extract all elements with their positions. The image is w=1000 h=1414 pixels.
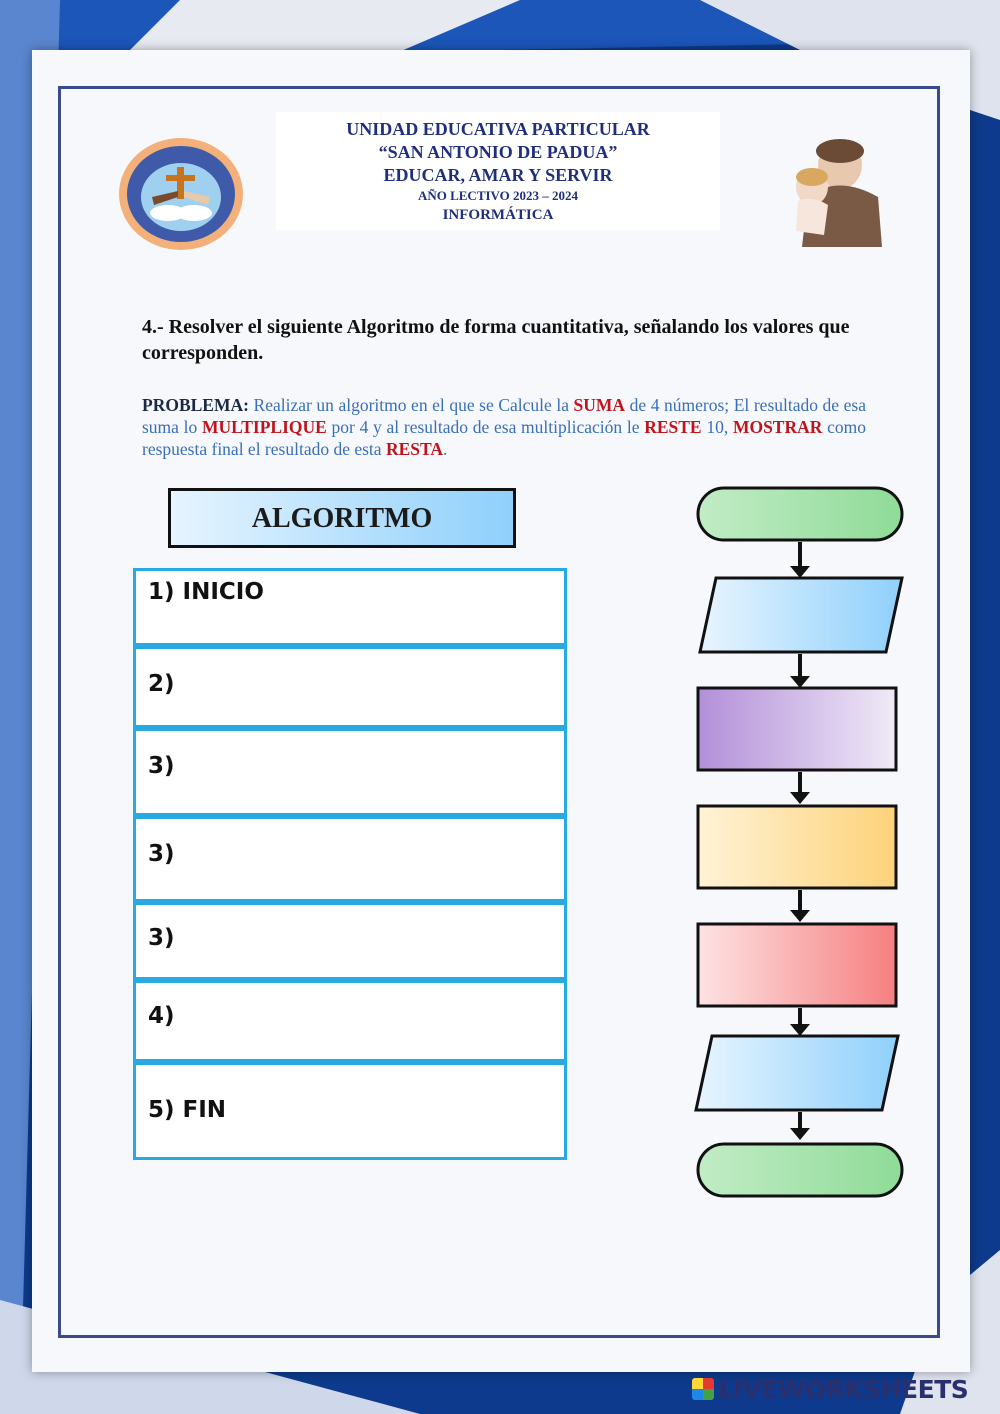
flow-arrow-head — [790, 1024, 810, 1036]
keyword-multiplique: MULTIPLIQUE — [202, 417, 327, 437]
flow-end-terminal — [698, 1144, 902, 1196]
school-name: “SAN ANTONIO DE PADUA” — [378, 142, 618, 162]
flow-arrow-head — [790, 566, 810, 578]
step-label: 3) — [148, 753, 175, 779]
problem-text: Realizar un algoritmo en el que se Calcule la — [248, 395, 574, 415]
flow-process-subtract — [698, 924, 896, 1006]
algorithm-step-3[interactable] — [133, 728, 567, 816]
saint-anthony-image — [778, 135, 888, 247]
problem-text: de 4 números; El resultado de esa suma lo — [142, 395, 866, 437]
algorithm-step-1[interactable] — [133, 568, 567, 646]
algorithm-step-7[interactable] — [133, 1062, 567, 1160]
school-seal-logo — [116, 135, 246, 253]
step-label: 1) INICIO — [148, 579, 264, 605]
flow-process-multiply — [698, 806, 896, 888]
keyword-reste: RESTE — [644, 417, 702, 437]
school-type: UNIDAD EDUCATIVA PARTICULAR — [346, 119, 650, 139]
problem-statement — [142, 394, 866, 460]
school-year: AÑO LECTIVO 2023 – 2024 — [417, 188, 579, 203]
algorithm-title: ALGORITMO — [168, 488, 516, 548]
flow-input-data — [700, 578, 902, 652]
subject-name: INFORMÁTICA — [442, 207, 554, 223]
problem-text: por 4 y al resultado de esa multiplicación le — [326, 417, 645, 437]
problem-label: PROBLEMA: — [142, 395, 249, 415]
algorithm-step-6[interactable] — [133, 980, 567, 1062]
keyword-suma: SUMA — [573, 395, 626, 415]
flow-start-terminal — [698, 488, 902, 540]
flow-arrow-head — [790, 792, 810, 804]
problem-text: 10, — [701, 417, 733, 437]
liveworksheets-logo-icon — [692, 1378, 714, 1400]
school-motto: EDUCAR, AMAR Y SERVIR — [383, 165, 613, 185]
step-label: 3) — [148, 841, 175, 867]
flow-process-sum — [698, 688, 896, 770]
question-text: 4.- Resolver el siguiente Algoritmo de forma cuantitativa, señalando los valores que corresponden. — [142, 316, 850, 364]
flow-arrow-head — [790, 676, 810, 688]
flow-arrow-head — [790, 1128, 810, 1140]
flow-arrow-head — [790, 910, 810, 922]
problem-text: como respuesta final el resultado de esta — [142, 417, 866, 459]
algorithm-step-4[interactable] — [133, 816, 567, 902]
flow-output-data — [696, 1036, 898, 1110]
school-header — [276, 112, 720, 230]
liveworksheets-watermark: LIVEWORKSHEETS — [718, 1375, 969, 1404]
step-label: 2) — [148, 671, 175, 697]
flowchart-diagram — [690, 484, 910, 1204]
step-label: 3) — [148, 925, 175, 951]
step-label: 5) FIN — [148, 1097, 227, 1123]
algorithm-step-5[interactable] — [133, 902, 567, 980]
problem-text: . — [443, 439, 448, 459]
keyword-mostrar: MOSTRAR — [732, 417, 823, 437]
step-label: 4) — [148, 1003, 175, 1029]
keyword-resta: RESTA — [385, 439, 443, 459]
algorithm-step-2[interactable] — [133, 646, 567, 728]
